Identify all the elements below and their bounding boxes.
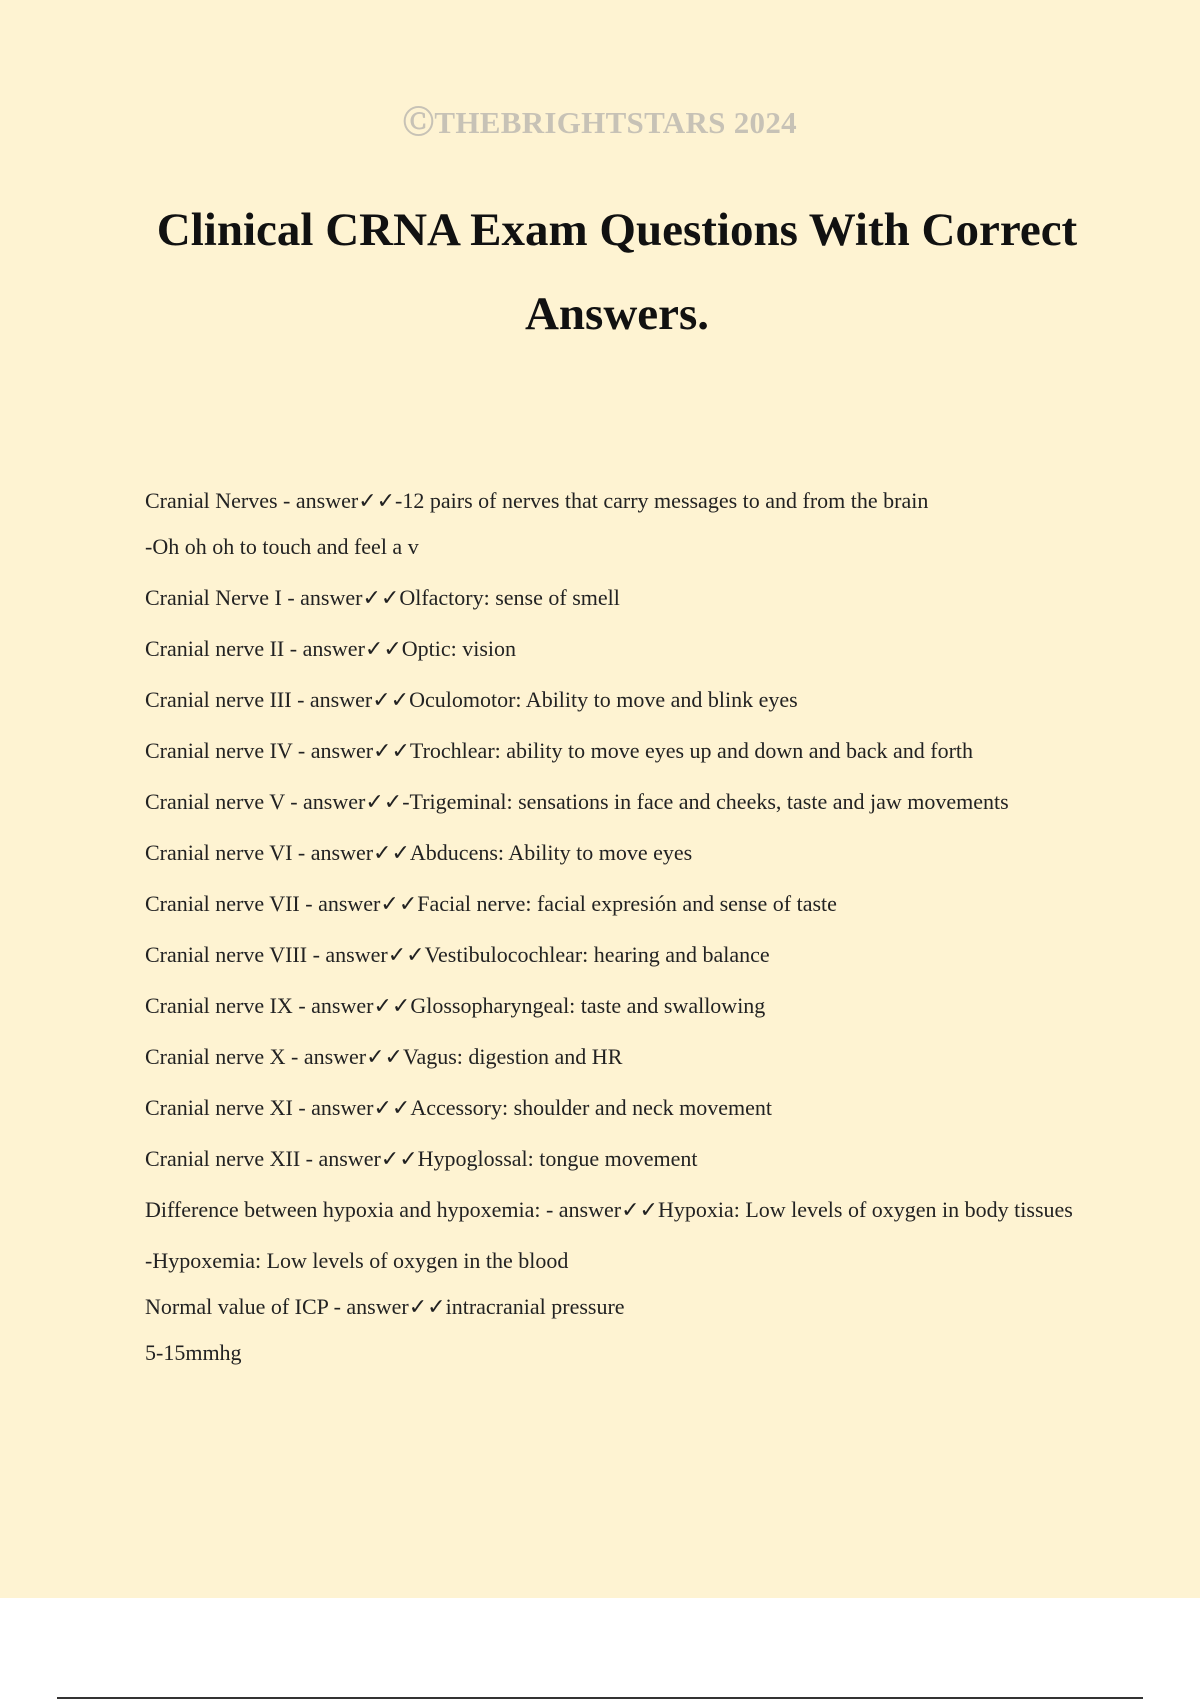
- qa-entry: Cranial nerve IV - answer✓✓Trochlear: ability to move eyes up and down and back and forth: [145, 738, 974, 763]
- qa-entry: Cranial nerve III - answer✓✓Oculomotor: Ability to move and blink eyes: [145, 687, 798, 712]
- qa-content: [145, 486, 1075, 1389]
- qa-entry: Cranial nerve VIII - answer✓✓Vestibulocochlear: hearing and balance: [145, 942, 770, 967]
- qa-entry: Cranial Nerve I - answer✓✓Olfactory: sense of smell: [145, 585, 620, 610]
- qa-entry: Cranial nerve X - answer✓✓Vagus: digestion and HR: [145, 1044, 623, 1069]
- qa-entry: Cranial Nerves - answer✓✓-12 pairs of nerves that carry messages to and from the brain: [145, 488, 929, 513]
- qa-entry: Cranial nerve VII - answer✓✓Facial nerve: facial expresión and sense of taste: [145, 891, 837, 916]
- qa-entry: Cranial nerve XII - answer✓✓Hypoglossal: tongue movement: [145, 1146, 698, 1171]
- qa-entry: -Oh oh oh to touch and feel a v: [145, 534, 419, 559]
- qa-entry: Cranial nerve V - answer✓✓-Trigeminal: sensations in face and cheeks, taste and jaw movements: [145, 789, 1009, 814]
- qa-entry: Cranial nerve II - answer✓✓Optic: vision: [145, 636, 517, 661]
- qa-entry: Cranial nerve XI - answer✓✓Accessory: shoulder and neck movement: [145, 1095, 772, 1120]
- footer-rule: [57, 1697, 1143, 1699]
- qa-entry: Cranial nerve VI - answer✓✓Abducens: Ability to move eyes: [145, 840, 693, 865]
- qa-entry: Normal value of ICP - answer✓✓intracranial pressure: [145, 1294, 625, 1319]
- qa-entry: Cranial nerve IX - answer✓✓Glossopharyngeal: taste and swallowing: [145, 993, 766, 1018]
- copyright-watermark: ⒸTHEBRIGHTSTARS 2024: [403, 105, 797, 140]
- qa-entry: -Hypoxemia: Low levels of oxygen in the blood: [145, 1248, 569, 1273]
- document-title: Clinical CRNA Exam Questions With Correct Answers.: [156, 204, 1078, 340]
- qa-entry: 5-15mmhg: [145, 1340, 242, 1365]
- qa-entry: Difference between hypoxia and hypoxemia: - answer✓✓Hypoxia: Low levels of oxygen in body tissues: [145, 1197, 1073, 1222]
